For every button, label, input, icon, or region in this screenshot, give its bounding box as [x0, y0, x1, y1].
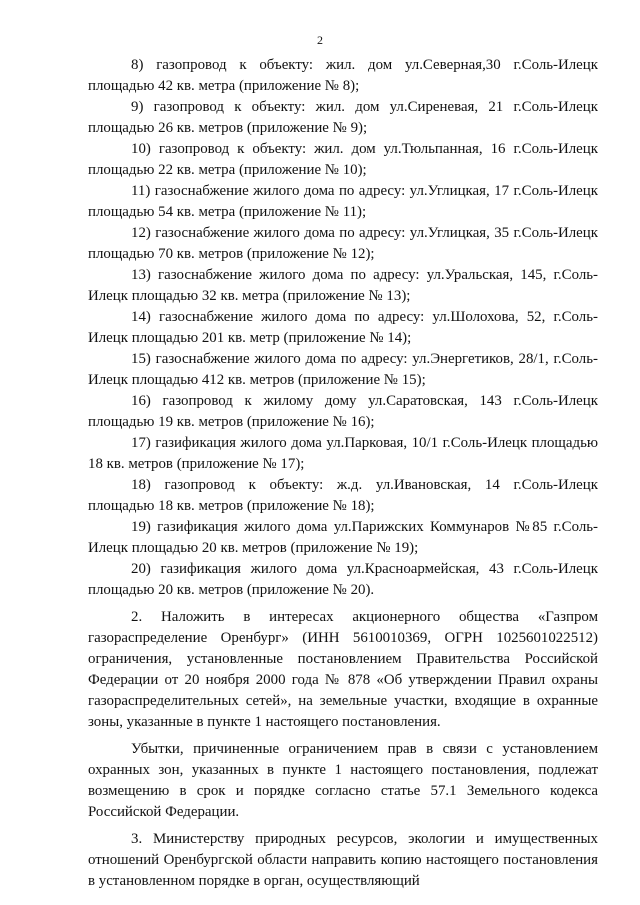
list-item-13: 13) газоснабжение жилого дома по адресу: ул.Уральская, 145, г.Соль-Илецк площадью 32 кв. метра (приложение № 13); — [88, 267, 598, 304]
list-item-9: 9) газопровод к объекту: жил. дом ул.Сиреневая, 21 г.Соль-Илецк площадью 26 кв. метров (приложение № 9); — [88, 99, 598, 136]
list-item-19: 19) газификация жилого дома ул.Парижских Коммунаров №85 г.Соль-Илецк площадью 20 кв. метров (приложение № 19); — [88, 519, 598, 556]
page-number: 2 — [317, 33, 323, 47]
document-body — [88, 55, 598, 892]
list-item-16: 16) газопровод к жилому дому ул.Саратовская, 143 г.Соль-Илецк площадью 19 кв. метров (приложение № 16); — [88, 393, 598, 430]
list-item-8: 8) газопровод к объекту: жил. дом ул.Северная,30 г.Соль-Илецк площадью 42 кв. метра (приложение № 8); — [88, 57, 598, 94]
list-item-18: 18) газопровод к объекту: ж.д. ул.Ивановская, 14 г.Соль-Илецк площадью 18 кв. метров (приложение № 18); — [88, 477, 598, 514]
list-item-11: 11) газоснабжение жилого дома по адресу: ул.Углицкая, 17 г.Соль-Илецк площадью 54 кв. метра (приложение № 11); — [88, 183, 598, 220]
list-item-15: 15) газоснабжение жилого дома по адресу: ул.Энергетиков, 28/1, г.Соль-Илецк площадью 412 кв. метров (приложение № 15); — [88, 351, 598, 388]
list-item-12: 12) газоснабжение жилого дома по адресу: ул.Углицкая, 35 г.Соль-Илецк площадью 70 кв. метров (приложение № 12); — [88, 225, 598, 262]
list-item-20: 20) газификация жилого дома ул.Красноармейская, 43 г.Соль-Илецк площадью 20 кв. метров (приложение № 20). — [88, 561, 598, 598]
list-item-17: 17) газификация жилого дома ул.Парковая, 10/1 г.Соль-Илецк площадью 18 кв. метров (приложение № 17); — [88, 435, 598, 472]
paragraph-losses: Убытки, причиненные ограничением прав в связи с установлением охранных зон, указанных в пункте 1 настоящего постановления, подлежат возмещению в срок и порядке согласно статье 57.1 Земельного кодекса Российской Федерации. — [88, 741, 598, 820]
list-item-10: 10) газопровод к объекту: жил. дом ул.Тюльпанная, 16 г.Соль-Илецк площадью 22 кв. метра (приложение № 10); — [88, 141, 598, 178]
paragraph-2-restrictions: 2. Наложить в интересах акционерного общества «Газпром газораспределение Оренбург» (ИНН 5610010369, ОГРН 1025601022512) ограничения, установленные постановлением Правительства Российской Федерации от 20 ноября 2000 года № 878 «Об утверждении Правил охраны газораспределительных сетей», на земельные участки, входящие в охранные зоны, указанные в пункте 1 настоящего постановления. — [88, 609, 598, 730]
list-item-14: 14) газоснабжение жилого дома по адресу: ул.Шолохова, 52, г.Соль-Илецк площадью 201 кв. метр (приложение № 14); — [88, 309, 598, 346]
paragraph-3-ministry: 3. Министерству природных ресурсов, экологии и имущественных отношений Оренбургской области направить копию настоящего постановления в установленном порядке в орган, осуществляющий — [88, 831, 598, 889]
